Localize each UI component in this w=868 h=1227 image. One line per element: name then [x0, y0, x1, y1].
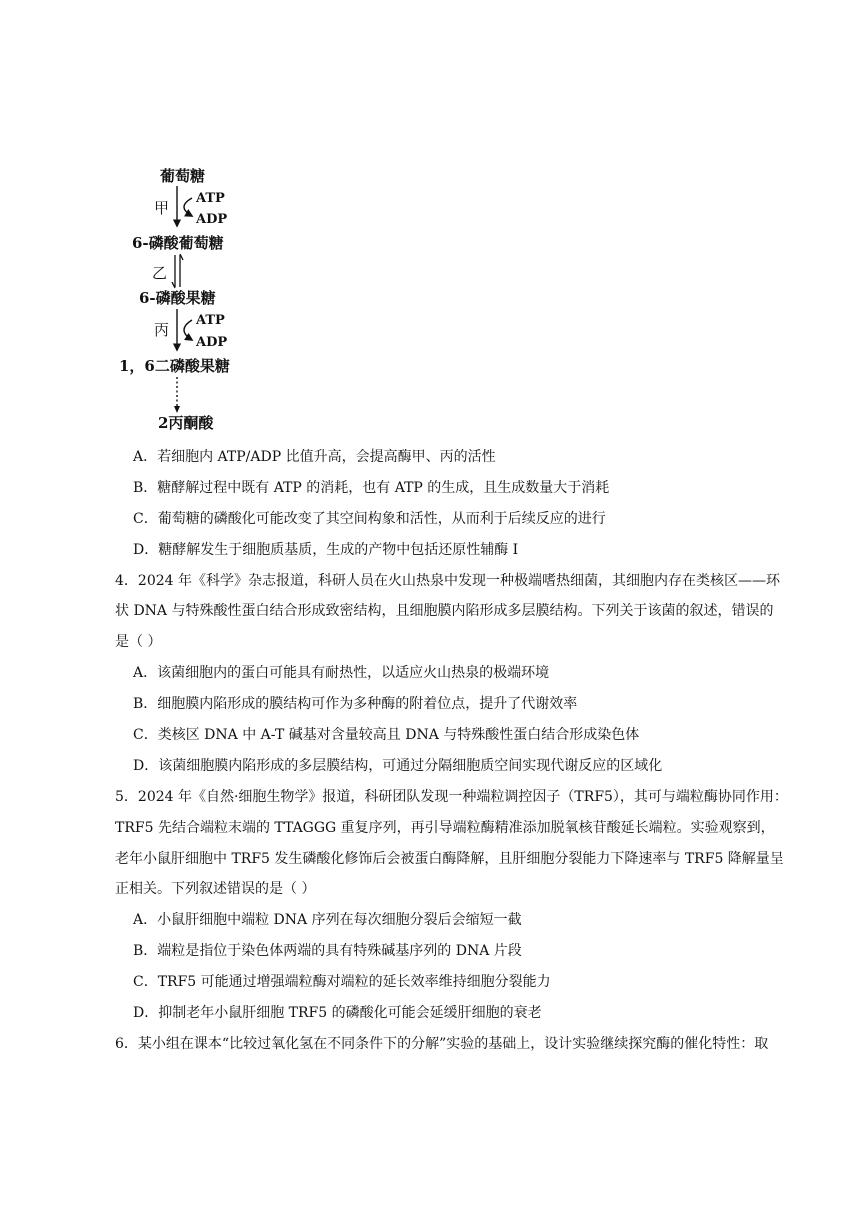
q4-stem-line-1: 4．2024 年《科学》杂志报道，科研人员在火山热泉中发现一种极端嗜热细菌，其细胞内存在类核区——环 [115, 573, 780, 589]
pyruvate-label: 2丙酮酸 [158, 414, 214, 432]
glycolysis-diagram [0, 0, 300, 440]
enzyme-a-label: 甲 [154, 199, 170, 217]
q3-option-c: C．葡萄糖的磷酸化可能改变了其空间构象和活性，从而利于后续反应的进行 [133, 511, 606, 527]
q4-option-c: C．类核区 DNA 中 A-T 碱基对含量较高且 DNA 与特殊酸性蛋白结合形成染色体 [133, 727, 640, 743]
q5-stem-line-3: 老年小鼠肝细胞中 TRF5 发生磷酸化修饰后会被蛋白酶降解，且肝细胞分裂能力下降速率与 TRF5 降解量呈 [115, 851, 784, 867]
q5-option-b: B．端粒是指位于染色体两端的具有特殊碱基序列的 DNA 片段 [133, 943, 522, 959]
q4-option-a: A．该菌细胞内的蛋白可能具有耐热性，以适应火山热泉的极端环境 [133, 665, 550, 681]
q5-option-c: C．TRF5 可能通过增强端粒酶对端粒的延长效率维持细胞分裂能力 [133, 974, 551, 990]
q4-option-b: B．细胞膜内陷形成的膜结构可作为多种酶的附着位点，提升了代谢效率 [133, 696, 578, 712]
q4-stem-line-3: 是（ ） [115, 634, 162, 650]
glucose-label: 葡萄糖 [160, 167, 206, 185]
g6p-label: 6-磷酸葡萄糖 [132, 234, 224, 252]
f6p-label: 6-磷酸果糖 [139, 289, 216, 307]
q5-stem-line-2: TRF5 先结合端粒末端的 TTAGGG 重复序列，再引导端粒酶精准添加脱氧核苷酸延长端粒。实验观察到， [115, 820, 775, 836]
dotted-arrow-head [174, 406, 180, 413]
enzyme-c-label: 丙 [154, 321, 170, 339]
q4-stem-line-2: 状 DNA 与特殊酸性蛋白结合形成致密结构，且细胞膜内陷形成多层膜结构。下列关于该菌的叙述，错误的 [115, 603, 774, 619]
atp-adp-curve-2 [184, 320, 192, 340]
enzyme-b-label: 乙 [152, 264, 168, 282]
adp-label-1: ADP [196, 212, 228, 227]
adp-label-2: ADP [196, 335, 228, 350]
q5-option-a: A．小鼠肝细胞中端粒 DNA 序列在每次细胞分裂后会缩短一截 [133, 912, 522, 928]
q6-stem-line-1: 6．某小组在课本“比较过氧化氢在不同条件下的分解”实验的基础上，设计实验继续探究酶的催化特性：取 [115, 1036, 769, 1052]
atp-label-1: ATP [196, 191, 225, 206]
q3-option-d: D．糖酵解发生于细胞质基质，生成的产物中包括还原性辅酶 I [133, 542, 519, 558]
f16bp-label: 1，6二磷酸果糖 [119, 357, 230, 375]
q3-option-b: B．糖酵解过程中既有 ATP 的消耗，也有 ATP 的生成，且生成数量大于消耗 [133, 480, 610, 496]
q5-option-d: D．抑制老年小鼠肝细胞 TRF5 的磷酸化可能会延缓肝细胞的衰老 [133, 1005, 542, 1021]
q5-stem-line-4: 正相关。下列叙述错误的是（ ） [115, 881, 316, 897]
q4-option-d: D．该菌细胞膜内陷形成的多层膜结构，可通过分隔细胞质空间实现代谢反应的区域化 [133, 758, 663, 774]
atp-label-2: ATP [196, 313, 225, 328]
atp-adp-curve-1 [184, 198, 192, 216]
q5-stem-line-1: 5．2024 年《自然·细胞生物学》报道，科研团队发现一种端粒调控因子（TRF5），其可与端粒酶协同作用： [115, 789, 788, 805]
q3-option-a: A．若细胞内 ATP/ADP 比值升高，会提高酶甲、丙的活性 [133, 449, 496, 465]
